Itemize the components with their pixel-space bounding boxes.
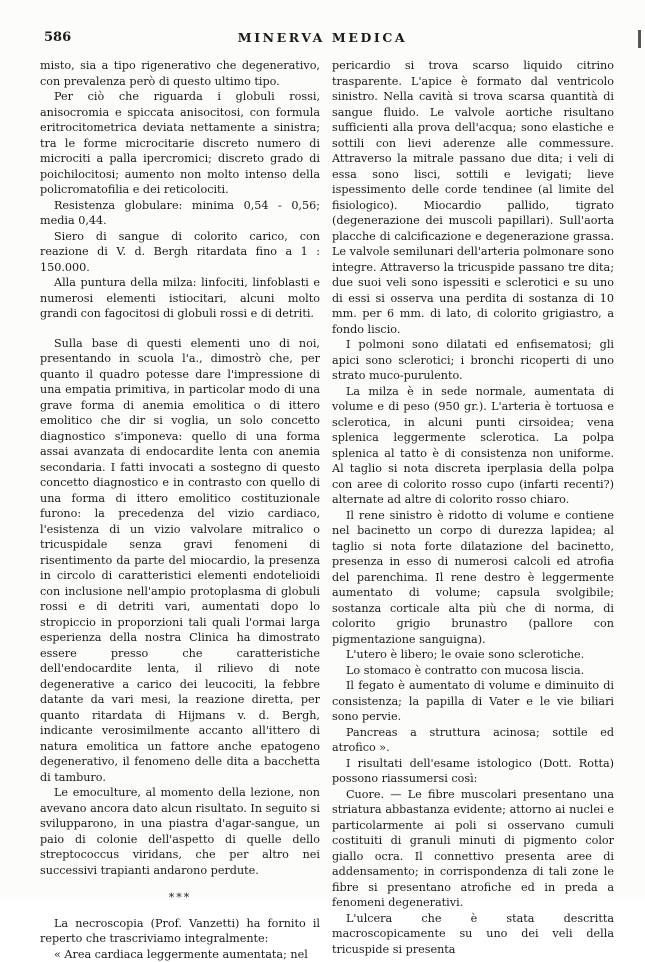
section-separator: *** (40, 890, 320, 906)
running-header-journal-title: MINERVA MEDICA (0, 30, 645, 45)
paragraph: Le emoculture, al momento della lezione, non avevano ancora dato alcun risultato. In seguito si svilupparono, in una piastra d'agar-sangue, un paio di colonie dell'aspetto di quelle dello streptococcus viridans, che per altro nei successivi trapianti andarono perdute. (40, 785, 320, 878)
paragraph: Sulla base di questi elementi uno di noi, presentando in scuola l'a., dimostrò che, per quanto il quadro potesse dare l'impressione di una empatia primitiva, in particolar modo di una grave forma di anemia emolitica o di ittero emolitico che dir si voglia, un solo concetto diagnostico s'imponeva: quello di una forma assai avanzata di endocardite lenta con anemia secondaria. I fatti invocati a sostegno di questo concetto diagnostico e in contrasto con quello di una forma di ittero emolitico costituzionale furono: la precedenza del vizio cardiaco, l'esistenza di un vizio valvolare mitralico o tricuspidale senza gravi fenomeni di risentimento da parte del miocardio, la presenza in circolo di caratteristici elementi endotelioidi con inclusione nell'ampio protoplasma di globuli rossi e di detriti vari, aumentati dopo lo stropiccio in proporzioni tali quali l'ormai larga esperienza della nostra Clinica ha dimostrato essere presso che caratteristiche dell'endocardite lenta, il rilievo di note degenerative a carico dei leucociti, la febbre datante da vari mesi, la reazione diretta, per quanto ritardata di Hijmans v. d. Bergh, indicante verosimilmente accanto all'ittero di natura emolitica un fattore anche epatogeno degenerativo, il fenomeno delle dita a bacchetta di tamburo. (40, 336, 320, 786)
page-number: 586 (44, 30, 71, 45)
paragraph: Siero di sangue di colorito carico, con reazione di V. d. Bergh ritardata fino a 1 : 150.000. (40, 229, 320, 276)
right-column (332, 58, 614, 957)
paragraph: L'ulcera che è stata descritta macroscopicamente su uno dei veli della tricuspide si presenta (332, 911, 614, 958)
paragraph: I risultati dell'esame istologico (Dott. Rotta) possono riassumersi così: (332, 756, 614, 787)
paragraph: pericardio si trova scarso liquido citrino trasparente. L'apice è formato dal ventricolo sinistro. Nella cavità si trova scarsa quantità di sangue fluido. Le valvole aortiche risultano sufficienti alla prova dell'acqua; sono elastiche e sottili con lievi aderenze alle commessure. Attraverso la mitrale passano due dita; i veli di essa sono lisci, sottili e levigati; lieve ispessimento delle corde tendinee (al limite del fisiologico). Miocardio pallido, tigrato (degenerazione dei muscoli papillari). Sull'aorta placche di calcificazione e degenerazione grassa. Le valvole semilunari dell'arteria polmonare sono integre. Attraverso la tricuspide passano tre dita; due suoi veli sono ispessiti e sclerotici e su uno di essi si osserva una perdita di sostanza di 10 mm. per 6 mm. di lato, di colorito grigiastro, a fondo liscio. (332, 58, 614, 337)
paragraph: Cuore. — Le fibre muscolari presentano una striatura abbastanza evidente; attorno ai nuclei e particolarmente ai poli si osservano cumuli costituiti di granuli minuti di pigmento color giallo ocra. Il connettivo presenta aree di addensamento; in corrispondenza di tali zone le fibre si presentano atrofiche ed in preda a fenomeni degenerativi. (332, 787, 614, 911)
paragraph: Per ciò che riguarda i globuli rossi, anisocromia e spiccata anisocitosi, con formula eritrocitometrica deviata nettamente a sinistra; tra le forme microcitarie discreto numero di microciti a palla ipercromici; discreto grado di poichilocitosi; aumento non molto intenso della policromatofilia e dei reticolociti. (40, 89, 320, 198)
paragraph: La necroscopia (Prof. Vanzetti) ha fornito il reperto che trascriviamo integralmente: (40, 916, 320, 947)
paragraph: Il fegato è aumentato di volume e diminuito di consistenza; la papilla di Vater e le vie biliari sono pervie. (332, 678, 614, 725)
paragraph: Resistenza globulare: minima 0,54 - 0,56; media 0,44. (40, 198, 320, 229)
paragraph: La milza è in sede normale, aumentata di volume e di peso (950 gr.). L'arteria è tortuosa e sclerotica, in alcuni punti cirsoidea; vena splenica leggermente sclerotica. La polpa splenica al tatto è di consistenza non uniforme. Al taglio si nota discreta iperplasia della polpa con aree di colorito rosso cupo (infarti recenti?) alternate ad altre di colorito rosso chiaro. (332, 384, 614, 508)
paragraph: Il rene sinistro è ridotto di volume e contiene nel bacinetto un corpo di durezza lapidea; al taglio si nota forte dilatazione del bacinetto, presenza in esso di numerosi calcoli ed atrofia del parenchima. Il rene destro è leggermente aumentato di volume; capsula svolgibile; sostanza corticale alta più che di norma, di colorito grigio brunastro (pallore con pigmentazione sanguigna). (332, 508, 614, 648)
left-column (40, 58, 320, 962)
paragraph: Lo stomaco è contratto con mucosa liscia. (332, 663, 614, 679)
margin-mark (638, 30, 641, 48)
paragraph: Alla puntura della milza: linfociti, linfoblasti e numerosi elementi istiocitari, alcuni molto grandi con fagocitosi di globuli rossi e di detriti. (40, 275, 320, 322)
paragraph: I polmoni sono dilatati ed enfisematosi; gli apici sono sclerotici; i bronchi ricoperti di uno strato muco-purulento. (332, 337, 614, 384)
paragraph: Pancreas a struttura acinosa; sottile ed atrofico ». (332, 725, 614, 756)
paragraph: « Area cardiaca leggermente aumentata; nel (40, 947, 320, 962)
paragraph: L'utero è libero; le ovaie sono sclerotiche. (332, 647, 614, 663)
paragraph: misto, sia a tipo rigenerativo che degenerativo, con prevalenza però di questo ultimo tipo. (40, 58, 320, 89)
